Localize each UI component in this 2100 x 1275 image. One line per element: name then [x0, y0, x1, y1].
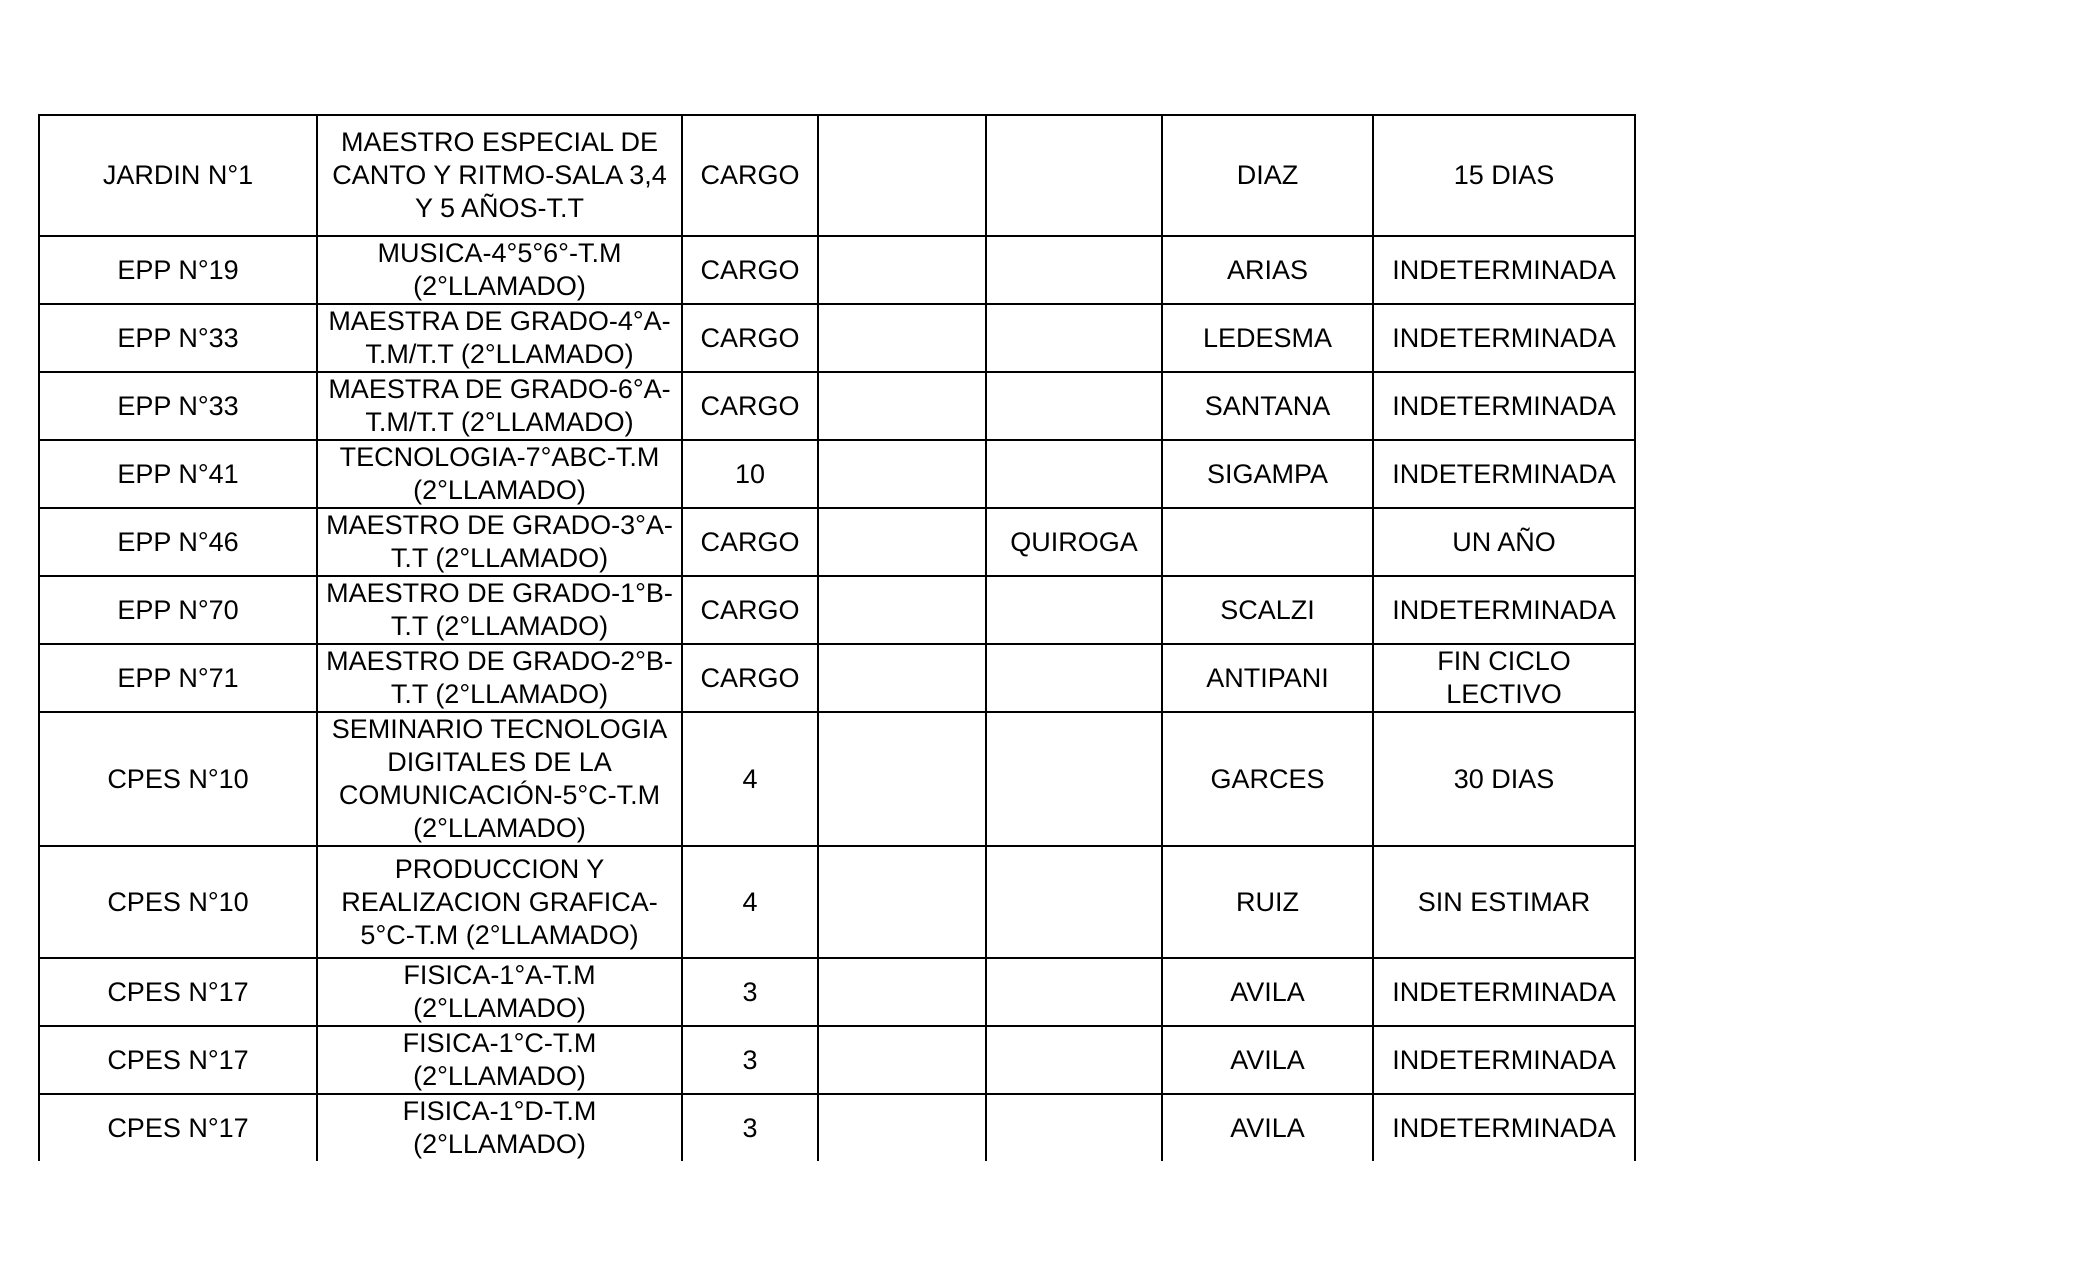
table-row — [39, 1094, 1635, 1161]
school-cell: CPES N°10 — [39, 846, 317, 958]
duration-cell: 15 DIAS — [1373, 115, 1635, 236]
table-row — [39, 508, 1635, 576]
hours-cell: 10 — [682, 440, 818, 508]
empty-cell-5 — [986, 1026, 1162, 1094]
duration-cell: INDETERMINADA — [1373, 372, 1635, 440]
table-row — [39, 846, 1635, 958]
empty-cell-4 — [818, 304, 986, 372]
hours-cell: 3 — [682, 1094, 818, 1161]
duration-cell: INDETERMINADA — [1373, 576, 1635, 644]
duration-cell: FIN CICLO LECTIVO — [1373, 644, 1635, 712]
empty-cell-5 — [986, 644, 1162, 712]
school-cell: JARDIN N°1 — [39, 115, 317, 236]
empty-cell-5 — [986, 1094, 1162, 1161]
empty-cell-4 — [818, 576, 986, 644]
school-cell: EPP N°19 — [39, 236, 317, 304]
hours-cell: 3 — [682, 1026, 818, 1094]
hours-cell: 3 — [682, 958, 818, 1026]
position-cell: MAESTRA DE GRADO-4°A-T.M/T.T (2°LLAMADO) — [317, 304, 682, 372]
school-cell: EPP N°33 — [39, 304, 317, 372]
duration-cell: INDETERMINADA — [1373, 440, 1635, 508]
empty-cell-4 — [818, 115, 986, 236]
school-cell: EPP N°41 — [39, 440, 317, 508]
assignments-table-body — [39, 115, 1635, 1161]
name-cell — [1162, 508, 1373, 576]
position-cell: MAESTRO DE GRADO-1°B-T.T (2°LLAMADO) — [317, 576, 682, 644]
position-cell: MAESTRA DE GRADO-6°A-T.M/T.T (2°LLAMADO) — [317, 372, 682, 440]
empty-cell-5 — [986, 115, 1162, 236]
duration-cell: INDETERMINADA — [1373, 304, 1635, 372]
table-row — [39, 644, 1635, 712]
name-cell: AVILA — [1162, 958, 1373, 1026]
hours-cell: 4 — [682, 712, 818, 846]
empty-cell-4 — [818, 846, 986, 958]
name-cell: SANTANA — [1162, 372, 1373, 440]
name-cell: AVILA — [1162, 1026, 1373, 1094]
empty-cell-5 — [986, 372, 1162, 440]
table-row — [39, 115, 1635, 236]
school-cell: CPES N°10 — [39, 712, 317, 846]
table-row — [39, 1026, 1635, 1094]
name-cell: SIGAMPA — [1162, 440, 1373, 508]
empty-cell-5 — [986, 440, 1162, 508]
hours-cell: CARGO — [682, 644, 818, 712]
empty-cell-4 — [818, 1094, 986, 1161]
empty-cell-4 — [818, 712, 986, 846]
empty-cell-5 — [986, 576, 1162, 644]
empty-cell-4 — [818, 1026, 986, 1094]
name-cell: ARIAS — [1162, 236, 1373, 304]
position-cell: MUSICA-4°5°6°-T.M (2°LLAMADO) — [317, 236, 682, 304]
table-row — [39, 440, 1635, 508]
school-cell: CPES N°17 — [39, 1026, 317, 1094]
position-cell: FISICA-1°A-T.M (2°LLAMADO) — [317, 958, 682, 1026]
name-cell: GARCES — [1162, 712, 1373, 846]
duration-cell: 30 DIAS — [1373, 712, 1635, 846]
table-row — [39, 576, 1635, 644]
name-cell: LEDESMA — [1162, 304, 1373, 372]
hours-cell: CARGO — [682, 115, 818, 236]
empty-cell-5 — [986, 958, 1162, 1026]
name-cell: DIAZ — [1162, 115, 1373, 236]
position-cell: MAESTRO DE GRADO-3°A-T.T (2°LLAMADO) — [317, 508, 682, 576]
school-cell: EPP N°46 — [39, 508, 317, 576]
hours-cell: CARGO — [682, 236, 818, 304]
empty-cell-5 — [986, 304, 1162, 372]
table-row — [39, 372, 1635, 440]
position-cell: MAESTRO ESPECIAL DE CANTO Y RITMO-SALA 3,4 Y 5 AÑOS-T.T — [317, 115, 682, 236]
school-cell: EPP N°71 — [39, 644, 317, 712]
name-cell: ANTIPANI — [1162, 644, 1373, 712]
hours-cell: CARGO — [682, 508, 818, 576]
name-cell: AVILA — [1162, 1094, 1373, 1161]
table-row — [39, 958, 1635, 1026]
hours-cell: CARGO — [682, 372, 818, 440]
position-cell: SEMINARIO TECNOLOGIA DIGITALES DE LA COMUNICACIÓN-5°C-T.M (2°LLAMADO) — [317, 712, 682, 846]
duration-cell: SIN ESTIMAR — [1373, 846, 1635, 958]
empty-cell-4 — [818, 236, 986, 304]
empty-cell-4 — [818, 508, 986, 576]
name-cell: SCALZI — [1162, 576, 1373, 644]
position-cell: PRODUCCION Y REALIZACION GRAFICA-5°C-T.M (2°LLAMADO) — [317, 846, 682, 958]
duration-cell: INDETERMINADA — [1373, 236, 1635, 304]
duration-cell: INDETERMINADA — [1373, 958, 1635, 1026]
empty-cell-5 — [986, 846, 1162, 958]
empty-cell-4 — [818, 958, 986, 1026]
position-cell: FISICA-1°C-T.M (2°LLAMADO) — [317, 1026, 682, 1094]
substitute-name-cell: QUIROGA — [986, 508, 1162, 576]
school-cell: CPES N°17 — [39, 1094, 317, 1161]
hours-cell: CARGO — [682, 304, 818, 372]
table-row — [39, 236, 1635, 304]
hours-cell: CARGO — [682, 576, 818, 644]
position-cell: FISICA-1°D-T.M (2°LLAMADO) — [317, 1094, 682, 1161]
school-cell: EPP N°70 — [39, 576, 317, 644]
school-cell: EPP N°33 — [39, 372, 317, 440]
school-cell: CPES N°17 — [39, 958, 317, 1026]
hours-cell: 4 — [682, 846, 818, 958]
assignments-table — [38, 114, 1636, 1161]
duration-cell: INDETERMINADA — [1373, 1094, 1635, 1161]
empty-cell-5 — [986, 712, 1162, 846]
empty-cell-4 — [818, 372, 986, 440]
empty-cell-4 — [818, 440, 986, 508]
table-row — [39, 304, 1635, 372]
duration-cell: INDETERMINADA — [1373, 1026, 1635, 1094]
name-cell: RUIZ — [1162, 846, 1373, 958]
duration-cell: UN AÑO — [1373, 508, 1635, 576]
position-cell: TECNOLOGIA-7°ABC-T.M (2°LLAMADO) — [317, 440, 682, 508]
empty-cell-5 — [986, 236, 1162, 304]
empty-cell-4 — [818, 644, 986, 712]
table-row — [39, 712, 1635, 846]
position-cell: MAESTRO DE GRADO-2°B-T.T (2°LLAMADO) — [317, 644, 682, 712]
